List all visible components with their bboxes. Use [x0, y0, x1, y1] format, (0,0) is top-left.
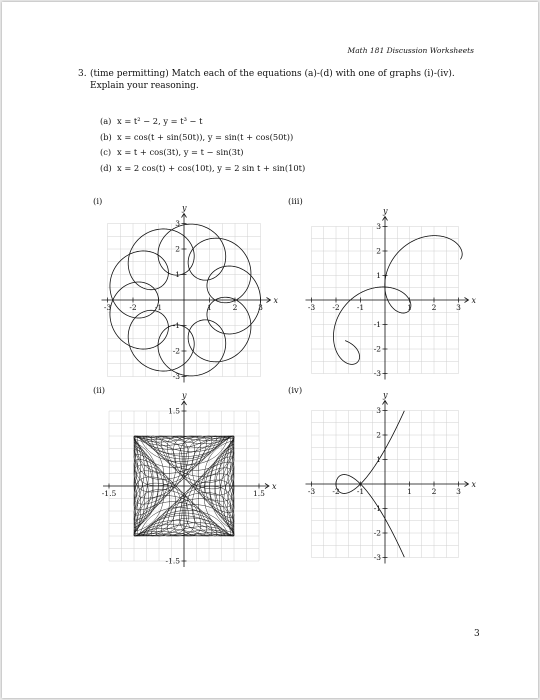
- x-tick-label: -2: [129, 303, 137, 312]
- x-axis-label: x: [272, 482, 277, 491]
- equation-text: x = t² − 2, y = t³ − t: [117, 116, 203, 126]
- x-tick-label: 1: [407, 303, 412, 312]
- axes: [306, 401, 469, 564]
- graph-i: [92, 198, 288, 384]
- y-tick-label: -1: [373, 504, 381, 514]
- y-tick-label: 2: [376, 430, 381, 440]
- x-axis-label: x: [471, 480, 477, 489]
- y-tick-label: -2: [373, 528, 381, 538]
- x-axis-label: x: [273, 296, 279, 305]
- x-tick-label: -2: [332, 303, 340, 312]
- y-axis-label: y: [383, 206, 388, 216]
- x-tick-label: 2: [431, 303, 437, 312]
- y-tick-label: -3: [172, 372, 180, 382]
- equation-c: [100, 145, 305, 161]
- y-tick-label: 1: [376, 271, 381, 281]
- y-tick-label: -2: [172, 346, 180, 356]
- axes: [102, 214, 271, 383]
- x-tick-label: 3: [258, 303, 263, 312]
- y-tick-label: 1: [376, 455, 381, 465]
- x-tick-label: -1.5: [101, 489, 117, 498]
- x-tick-label: -1: [356, 303, 365, 312]
- problem-line-2: Explain your reasoning.: [90, 81, 199, 91]
- equation-d: [100, 161, 305, 177]
- equation-label: (a): [100, 116, 112, 126]
- equation-text: x = cos(t + sin(50t)), y = sin(t + cos(50t)): [117, 131, 294, 142]
- graph-label-ii: (ii): [93, 386, 106, 396]
- equation-list: [100, 114, 305, 176]
- y-axis-label: y: [182, 391, 187, 400]
- equation-text: x = t + cos(3t), y = t − sin(3t): [117, 147, 244, 157]
- x-tick-label: 2: [232, 303, 238, 312]
- y-axis-label: y: [182, 203, 187, 213]
- x-tick-label: 1.5: [253, 489, 265, 498]
- x-tick-label: 1: [407, 487, 412, 496]
- graph-iii: [287, 198, 483, 384]
- equation-label: (c): [100, 147, 112, 157]
- y-tick-label: 2: [376, 246, 381, 256]
- axes: [103, 401, 269, 567]
- y-tick-label: -3: [373, 369, 381, 379]
- x-tick-label: 3: [456, 487, 461, 496]
- problem-statement: [78, 68, 478, 92]
- equation-label: (d): [100, 162, 112, 173]
- page-number: 3: [474, 629, 480, 639]
- y-tick-label: -1: [373, 320, 381, 330]
- x-tick-label: -3: [307, 487, 316, 496]
- problem-number: 3.: [78, 69, 87, 79]
- graph-ii: [92, 388, 288, 574]
- graph-label-i: (i): [93, 197, 103, 207]
- y-axis-label: y: [383, 390, 388, 400]
- x-tick-label: -3: [307, 303, 316, 312]
- x-tick-label: 1: [207, 303, 212, 312]
- y-tick-label: 1: [175, 270, 180, 280]
- running-head: Math 181 Discussion Worksheets: [347, 46, 474, 55]
- y-tick-label: -1.5: [165, 556, 180, 566]
- y-tick-label: -1: [172, 321, 180, 331]
- equation-a: [100, 114, 305, 130]
- y-tick-label: -3: [373, 553, 381, 563]
- graph-iv: [287, 388, 483, 574]
- equation-b: [100, 130, 305, 146]
- worksheet-page: [2, 2, 538, 698]
- y-tick-label: 1.5: [168, 406, 180, 416]
- x-tick-label: -2: [332, 487, 340, 496]
- y-tick-label: 3: [376, 222, 381, 232]
- graph-label-iv: (iv): [288, 386, 303, 396]
- y-tick-label: 2: [175, 244, 180, 254]
- x-tick-label: -1: [356, 487, 365, 496]
- x-tick-label: 3: [456, 303, 461, 312]
- x-axis-label: x: [471, 296, 477, 305]
- y-tick-label: 3: [376, 406, 381, 416]
- x-tick-label: -3: [103, 303, 112, 312]
- equation-label: (b): [100, 131, 112, 142]
- y-tick-label: -2: [373, 344, 381, 354]
- equation-text: x = 2 cos(t) + cos(10t), y = 2 sin t + sin(10t): [117, 162, 306, 173]
- x-tick-label: 2: [431, 487, 437, 496]
- y-tick-label: 3: [175, 219, 180, 229]
- problem-line-1: (time permitting) Match each of the equations (a)-(d) with one of graphs (i)-(iv).: [90, 69, 455, 79]
- graph-label-iii: (iii): [288, 197, 303, 207]
- x-tick-label: -1: [154, 303, 163, 312]
